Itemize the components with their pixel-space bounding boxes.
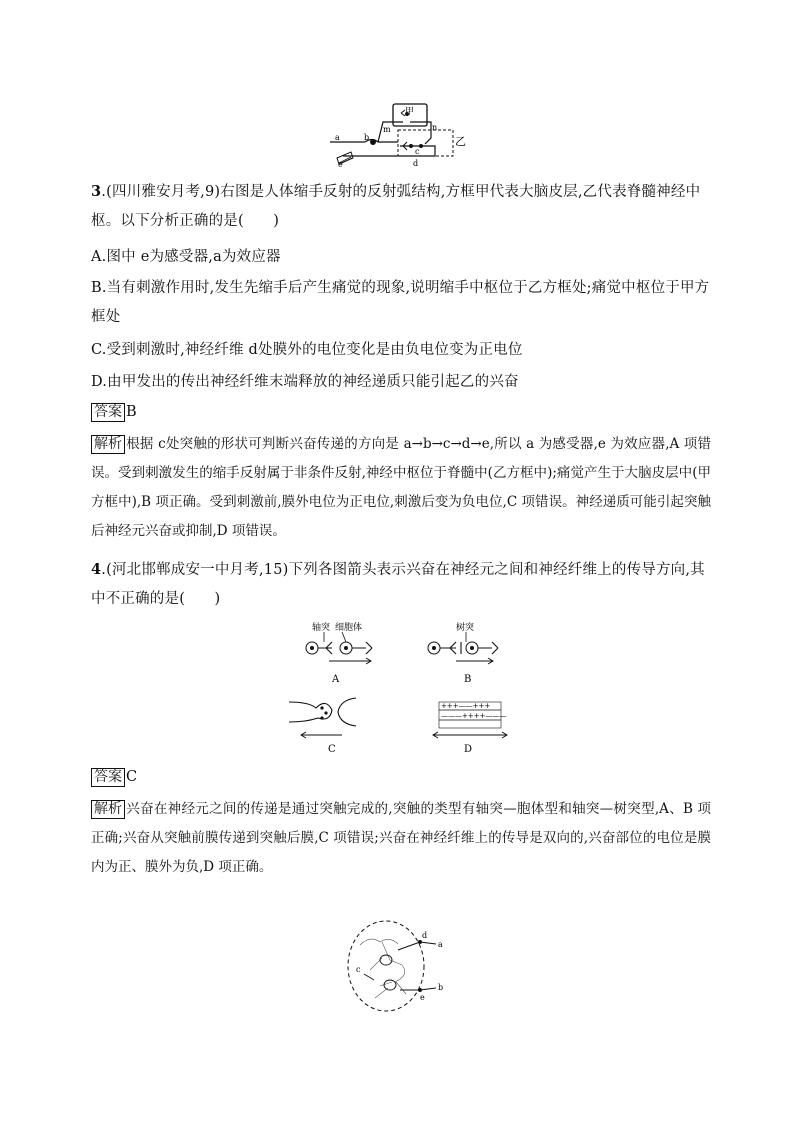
synapse-options-figure [284,618,514,760]
neuron-ellipse-figure [340,920,470,1020]
fig-label-n: n [432,123,438,132]
label-minus-row: ———++++——— [441,712,507,720]
fig3-label-c: c [356,965,361,974]
label-plus-row: +++——+++ [441,702,491,710]
fig3-label-a: a [438,940,443,949]
label-B: B [464,674,472,685]
fig-label-c: c [415,147,420,156]
explanation-tag: 解析 [91,800,125,819]
explanation-tag: 解析 [91,435,125,454]
explanation-text: 兴奋在神经元之间的传递是通过突触完成的,突触的类型有轴突—胞体型和轴突—树突型,A、B 项正确;兴奋从突触前膜传递到突触后膜,C 项错误;兴奋在神经纤维上的传导是双向的,兴奋部位的电位是膜内为正、膜外为负,D 项正确。 [91,801,711,875]
label-dendrite: 树突 [456,623,475,633]
fig-label-d: d [413,159,419,168]
question-4-stem [91,555,711,614]
fig3-label-d: d [422,931,428,940]
answer-value: B [126,404,137,420]
label-cell-body: 细胞体 [335,623,363,633]
fig-label-a: a [335,133,340,142]
fig3-label-e: e [420,993,425,1002]
label-A: A [332,674,340,685]
question-3-answer [91,401,137,423]
question-3-stem [91,177,711,236]
question-3-option-d: D.由甲发出的传出神经纤维末端释放的神经递质只能引起乙的兴奋 [91,374,519,390]
reflex-arc-figure [325,100,470,168]
answer-tag: 答案 [91,768,125,787]
fig-label-b: b [364,133,370,142]
question-3-option-b: B.当有刺激作用时,发生先缩手后产生痛觉的现象,说明缩手中枢位于乙方框处;痛觉中枢位于甲方框处 [91,280,710,325]
label-axon: 轴突 [312,623,331,633]
question-3-explanation [91,430,711,546]
question-4-number: 4 [91,561,102,578]
fig-label-yi: 乙 [455,135,466,148]
fig-label-jia: 甲 [405,107,415,117]
question-3-number: 3 [91,183,102,200]
answer-value: C [126,769,138,785]
fig-label-m: m [383,125,391,134]
question-3-option-a: A.图中 e为感受器,a为效应器 [91,249,281,265]
label-C: C [328,744,336,755]
explanation-text: 根据 c处突触的形状可判断兴奋传递的方向是 a→b→c→d→e,所以 a 为感受器,e 为效应器,A 项错误。受到刺激发生的缩手反射属于非条件反射,神经中枢位于脊髓中(乙方框中);痛觉产生于大脑皮层中(甲方框中),B 项正确。受到刺激前,膜外电位为正电位,刺激后变为负电位,C 项错误。神经递质可能引起突触后神经元兴奋或抑制,D 项错误。 [91,436,711,539]
fig3-label-b: b [438,983,444,992]
question-4-explanation [91,795,711,882]
label-D: D [464,744,473,755]
question-4-text: .(河北邯郸成安一中月考,15)下列各图箭头表示兴奋在神经元之间和神经纤维上的传导方向,其中不正确的是( ) [91,562,705,607]
fig-label-e: e [338,160,343,168]
answer-tag: 答案 [91,403,125,422]
question-4-answer [91,766,137,788]
question-3-text: .(四川雅安月考,9)右图是人体缩手反射的反射弧结构,方框甲代表大脑皮层,乙代表脊髓神经中枢。以下分析正确的是( ) [91,184,701,229]
question-3-option-c: C.受到刺激时,神经纤维 d处膜外的电位变化是由负电位变为正电位 [91,342,523,358]
